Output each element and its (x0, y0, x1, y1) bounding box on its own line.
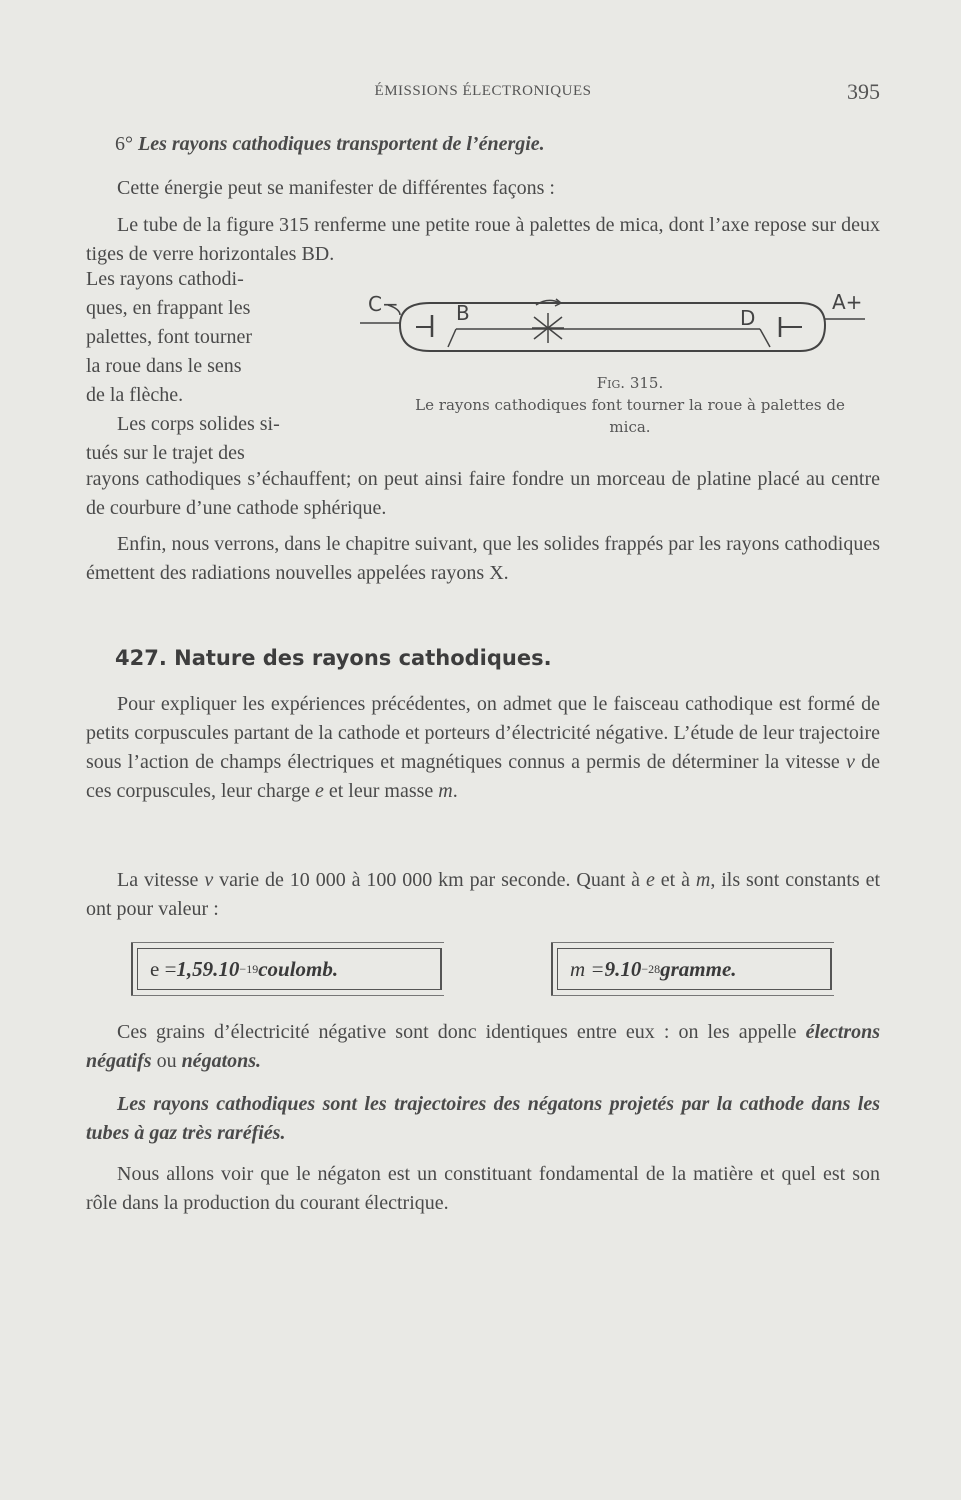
var-m: m (438, 780, 453, 802)
page-header (86, 79, 880, 113)
text-line: Les rayons cathodi- (86, 268, 244, 290)
wrapped-paragraph (86, 265, 348, 410)
page-number: 395 (847, 79, 880, 104)
figure-caption-text: Le rayons cathodiques font tourner la roue à palettes de mica. (415, 396, 845, 436)
paragraph: Cette énergie peut se manifester de différentes façons : (117, 177, 555, 199)
paragraph: Le tube de la figure 315 renferme une petite roue à palettes de mica, dont l’axe repose sur deux tiges de verre horizontales BD. (86, 214, 880, 265)
paragraph (86, 690, 880, 806)
label-b: B (456, 301, 470, 325)
text-span: et leur masse (328, 780, 434, 802)
key-statement: Les rayons cathodiques sont les trajectoires des négatons projetés par la cathode dans les tubes à gaz très raréfiés. (86, 1093, 880, 1144)
section-6-title (115, 130, 880, 159)
var-m: m (695, 869, 711, 891)
text-line: de la flèche. (86, 384, 184, 406)
formula-value: 9.10 (604, 956, 642, 981)
paragraph (86, 1018, 880, 1076)
text-line: la roue dans le sens (86, 355, 242, 377)
section-6-number: 6° (115, 133, 133, 155)
formula-exponent: −19 (239, 961, 259, 976)
mica-paddle-wheel (532, 313, 564, 343)
paragraph (86, 866, 880, 924)
rail-support-left (448, 329, 456, 347)
formula-box (557, 948, 832, 990)
text-line: ques, en frappant les (86, 297, 251, 319)
wrapped-paragraph (86, 410, 348, 468)
figure-number: Fig. 315. (596, 374, 664, 392)
text-span: , ils sont constants et ont pour valeur : (86, 869, 881, 920)
var-v: v (204, 869, 214, 891)
formula-value: 1,59.10 (176, 956, 240, 981)
text-span: . (452, 780, 458, 802)
text-span: de ces corpuscules, leur charge (86, 751, 881, 802)
formula-exponent: −28 (641, 961, 661, 976)
formula-bar (551, 943, 553, 995)
formula-box (137, 948, 442, 990)
text-span: varie de 10 000 à 100 000 km par seconde. Quant à (219, 869, 641, 891)
text-span: Pour expliquer les expériences précédentes, on admet que le faisceau cathodique est formé de petits corpuscules partant de la cathode et porteurs d’électricité négative. L’étude de leur trajectoire sous l’action de champs électriques et magnétiques connus a permis de déterminer la vitesse (86, 693, 880, 773)
figure-315-cathode-tube (360, 285, 880, 385)
text-span: et à (660, 869, 690, 891)
text-line: Les corps solides si- (117, 413, 280, 435)
running-title: ÉMISSIONS ÉLECTRONIQUES (374, 83, 592, 99)
var-e: e (645, 869, 655, 891)
paragraph: Enfin, nous verrons, dans le chapitre suivant, que les solides frappés par les rayons cathodiques émettent des radiations nouvelles appelées rayons X. (86, 533, 880, 584)
text-line: palettes, font tourner (86, 326, 253, 348)
formula-electron-charge (131, 942, 444, 996)
formula-lhs: m = (570, 956, 605, 981)
section-427-heading: 427. Nature des rayons cathodiques. (115, 646, 552, 670)
formula-unit: coulomb. (258, 956, 339, 981)
formula-unit: gramme. (660, 956, 737, 981)
formula-bar (131, 943, 133, 995)
anode-label: A+ (832, 290, 863, 314)
term-electrons-negatifs: électrons négatifs (86, 1021, 881, 1072)
text-span: ou (156, 1050, 177, 1072)
paragraph: rayons cathodiques s’échauffent; on peut ainsi faire fondre un morceau de platine placé au centre de courbure d’une cathode sphérique. (86, 468, 880, 519)
var-e: e (314, 780, 324, 802)
formula-lhs: e = (150, 956, 177, 981)
paragraph: Nous allons voir que le négaton est un constituant fondamental de la matière et quel est son rôle dans la production du courant électrique. (86, 1163, 880, 1214)
var-v: v (846, 751, 855, 773)
figure-caption (360, 372, 900, 438)
rail-support-right (760, 329, 770, 347)
term-negatons: négatons. (181, 1050, 262, 1072)
text-line: tués sur le trajet des (86, 442, 245, 464)
section-6-title-text: Les rayons cathodiques transportent de l’énergie. (138, 133, 545, 155)
formula-electron-mass (551, 942, 834, 996)
cathode-label: C− (368, 292, 399, 316)
text-span: La vitesse (117, 869, 199, 891)
text-span: Ces grains d’électricité négative sont donc identiques entre eux : on les appelle (117, 1021, 797, 1043)
label-d: D (740, 306, 756, 330)
